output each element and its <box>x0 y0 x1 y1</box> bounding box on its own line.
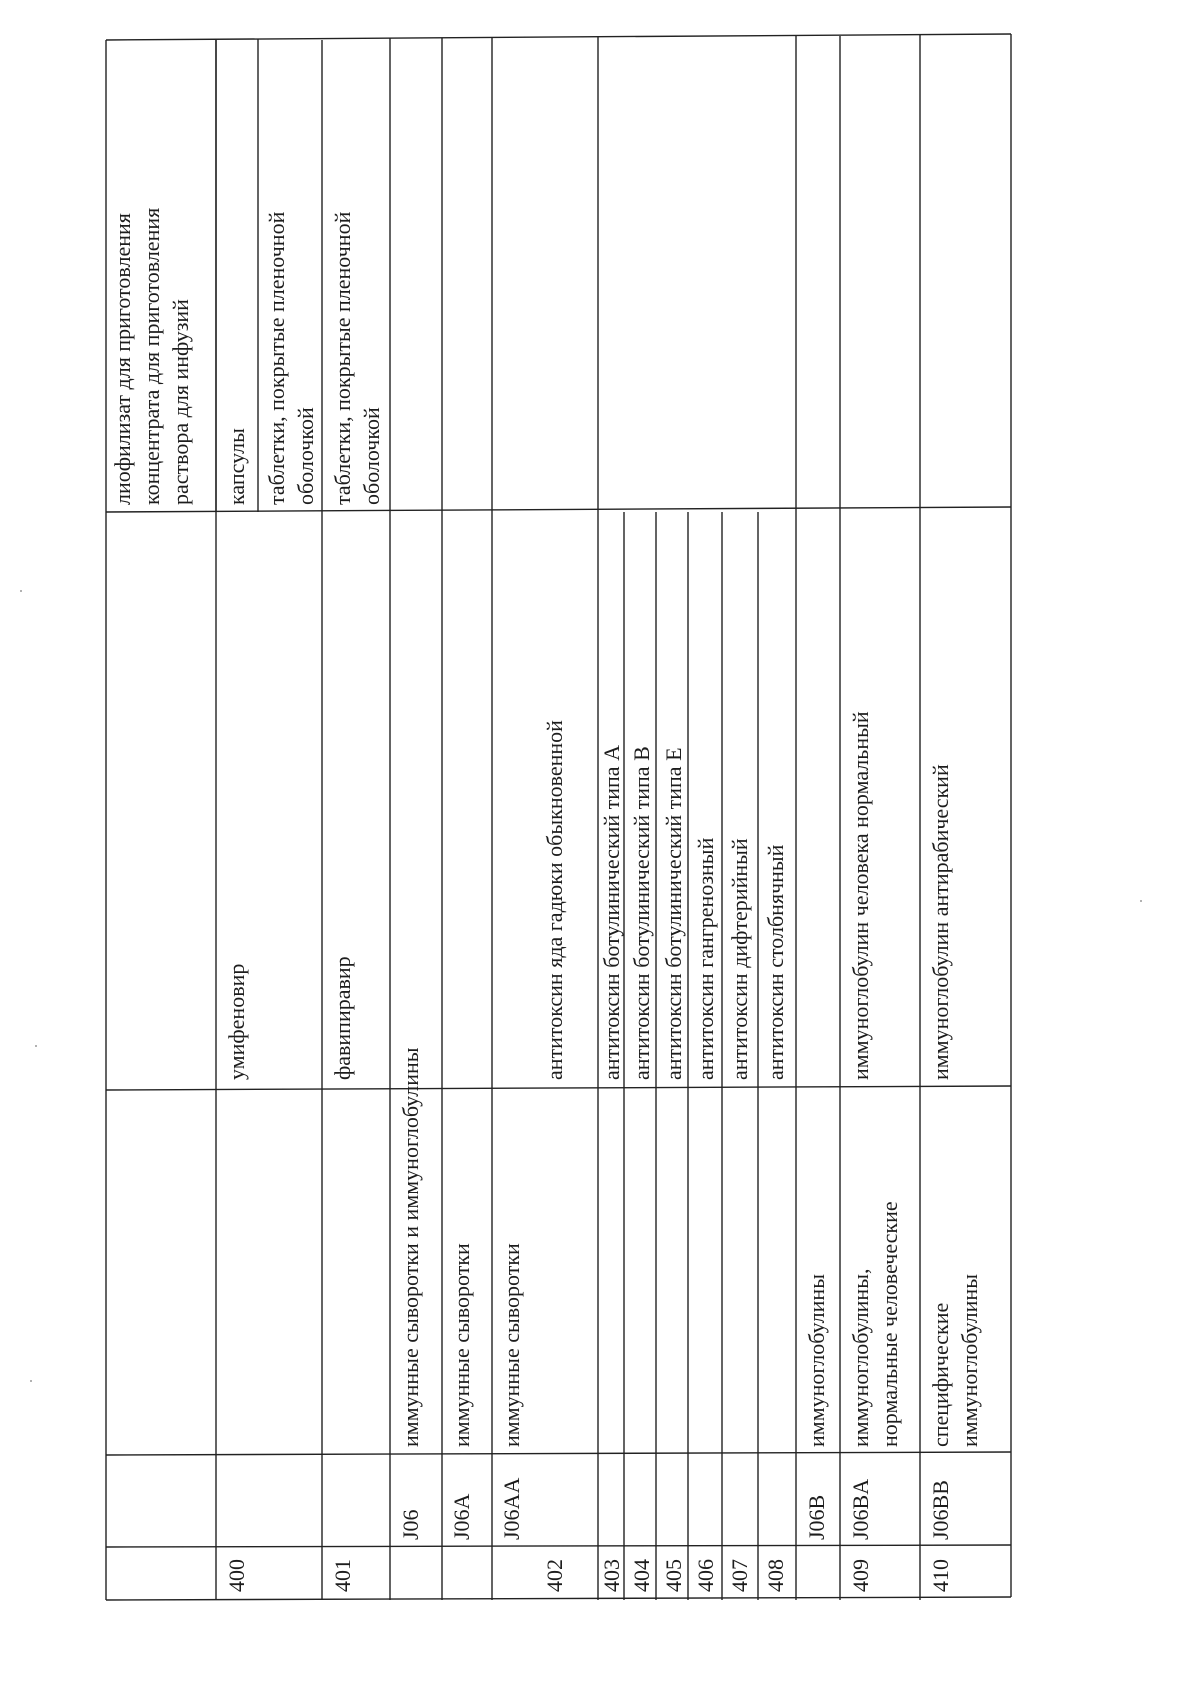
cell-inn-umifenovir: умифеновир <box>224 963 249 1080</box>
cell-num-406: 406 <box>693 1559 718 1592</box>
cell-inn-407: антитоксин дифтерийный <box>727 838 752 1080</box>
cell-form-lyophilizate: лиофилизат для приготовления концентрата для приготовления раствора для инфузий <box>110 207 193 505</box>
scan-speck <box>30 1380 32 1382</box>
cell-code-J06B: J06B <box>804 1494 829 1540</box>
cell-code-J06BB: J06BB <box>928 1480 953 1540</box>
grid-bottom-edge <box>106 1597 1011 1600</box>
cell-group-J06BA: иммуноглобулины, нормальные человеческие <box>848 1201 902 1447</box>
cell-group-J06: иммунные сыворотки и иммуноглобулины <box>398 1047 423 1447</box>
cell-num-410: 410 <box>928 1559 953 1592</box>
grid-top-edge <box>106 34 1011 40</box>
grid-col-num-code <box>106 1545 1011 1547</box>
cell-code-J06BA: J06BA <box>848 1478 873 1540</box>
cell-code-J06AA: J06AA <box>499 1477 524 1540</box>
cell-inn-402: антитоксин яда гадюки обыкновенной <box>542 720 567 1080</box>
cell-inn-406: антитоксин гангренозный <box>693 837 718 1080</box>
cell-num-404: 404 <box>629 1559 654 1592</box>
cell-num-409: 409 <box>848 1559 873 1592</box>
grid-col-inn-form <box>106 507 1011 512</box>
grid-col-group-inn <box>106 1086 1011 1090</box>
cell-code-J06: J06 <box>398 1509 423 1540</box>
cell-group-J06BB: специфические иммуноглобулины <box>928 1274 982 1447</box>
cell-num-400: 400 <box>224 1559 249 1592</box>
cell-inn-403: антитоксин ботулинический типа А <box>599 745 624 1080</box>
cell-code-J06A: J06A <box>449 1493 474 1540</box>
cell-form-capsules: капсулы <box>224 428 249 505</box>
cell-group-J06AA: иммунные сыворотки <box>499 1243 524 1447</box>
cell-num-402: 402 <box>542 1559 567 1592</box>
cell-num-401: 401 <box>330 1559 355 1592</box>
cell-num-408: 408 <box>763 1559 788 1592</box>
scan-speck <box>1140 900 1142 902</box>
cell-group-J06A: иммунные сыворотки <box>449 1243 474 1447</box>
cell-inn-404: антитоксин ботулинический типа В <box>629 746 654 1080</box>
cell-inn-408: антитоксин столбнячный <box>763 844 788 1080</box>
scan-speck <box>35 1045 37 1047</box>
scan-speck <box>20 590 22 592</box>
cell-inn-405: антитоксин ботулинический типа Е <box>661 747 686 1080</box>
grid-col-code-group <box>106 1452 1011 1455</box>
cell-form-tablets-1: таблетки, покрытые пленочной оболочкой <box>264 211 318 505</box>
cell-form-tablets-2: таблетки, покрытые пленочной оболочкой <box>330 211 384 505</box>
cell-inn-409: иммуноглобулин человека нормальный <box>848 711 873 1080</box>
cell-num-403: 403 <box>599 1559 624 1592</box>
cell-inn-favipiravir: фавипиравир <box>330 956 355 1080</box>
cell-group-J06B: иммуноглобулины <box>804 1274 829 1447</box>
cell-num-407: 407 <box>727 1559 752 1592</box>
cell-inn-410: иммуноглобулин антирабический <box>928 764 953 1080</box>
cell-num-405: 405 <box>661 1559 686 1592</box>
